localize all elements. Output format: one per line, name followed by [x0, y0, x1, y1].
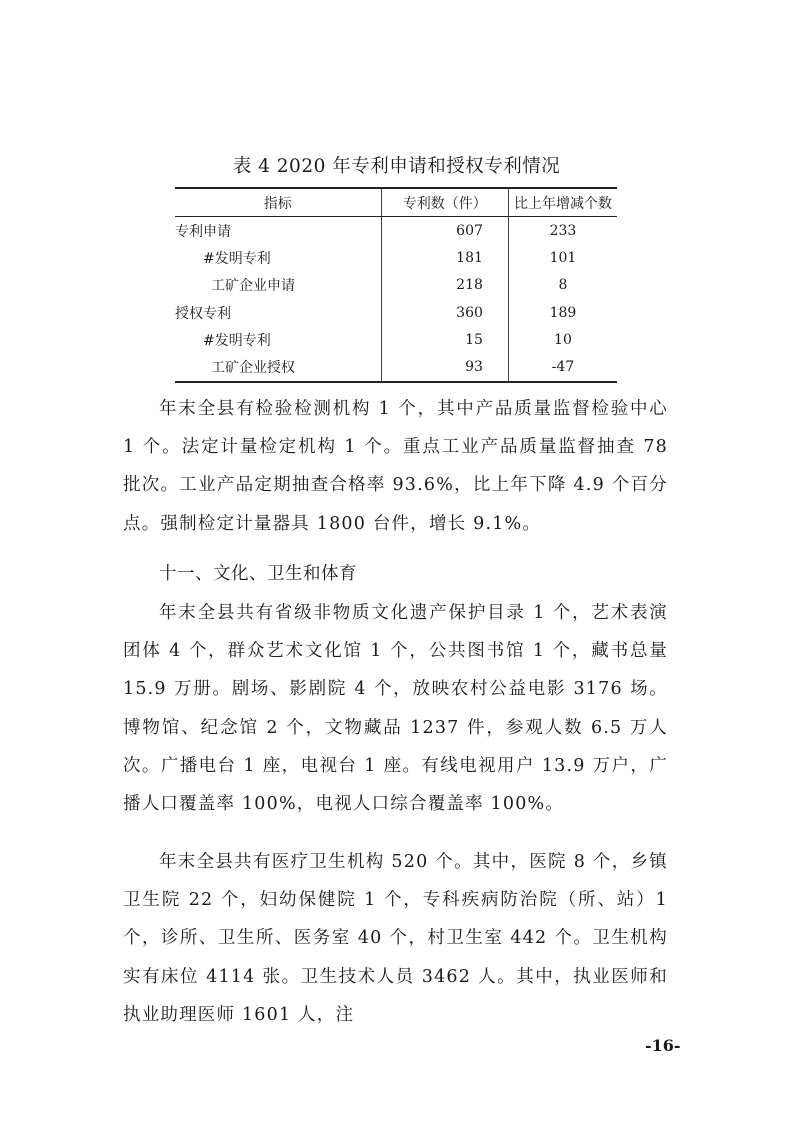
row-count: 93 — [381, 353, 508, 381]
paragraph-culture: 年末全县共有省级非物质文化遗产保护目录 1 个，艺术表演团体 4 个，群众艺术文化馆 1 个，公共图书馆 1 个，藏书总量 15.9 万册。剧场、影剧院 4 个，放映农村公益电影 3176 场。博物馆、纪念馆 2 个，文物藏品 1237 件，参观人数 6.5 万人次。广播电台 1 座，电视台 1 座。有线电视用户 13.9 万户，广播人口覆盖率 100%，电视人口综合覆盖率 100%。 — [123, 603, 668, 815]
table-row — [175, 353, 617, 381]
table-caption: 表 4 2020 年专利申请和授权专利情况 — [232, 156, 561, 177]
row-change: 101 — [508, 244, 617, 271]
row-count: 15 — [381, 326, 508, 353]
row-label: 授权专利 — [175, 305, 231, 322]
paragraph-health: 年末全县共有医疗卫生机构 520 个。其中，医院 8 个，乡镇卫生院 22 个，妇幼保健院 1 个，专科疾病防治院（所、站）1 个，诊所、卫生所、医务室 40 个，村卫生室 442 个。卫生机构实有床位 4114 张。卫生技术人员 3462 人。其中，执业医师和执业助理医师 1601 人，注 — [123, 852, 668, 1025]
table-row — [175, 217, 617, 245]
column-header-indicator: 指标 — [175, 188, 381, 217]
row-change: -47 — [508, 353, 617, 381]
row-label: 工矿企业申请 — [211, 278, 295, 295]
table-header-row — [175, 188, 617, 217]
table-row — [175, 326, 617, 353]
row-label: 工矿企业授权 — [175, 353, 381, 381]
table-row — [175, 244, 617, 271]
row-count: 360 — [381, 299, 508, 326]
section-heading: 十一、文化、卫生和体育 — [159, 564, 357, 584]
row-change: 10 — [508, 326, 617, 353]
row-change: 189 — [508, 299, 617, 326]
row-count: 607 — [381, 217, 508, 245]
table-row — [175, 272, 617, 299]
row-change: 8 — [508, 272, 617, 299]
page-number: -16- — [645, 1036, 681, 1055]
row-change: 233 — [508, 217, 617, 245]
column-header-change: 比上年增减个数 — [508, 188, 617, 217]
table-row — [175, 299, 617, 326]
patent-table — [175, 187, 617, 383]
row-count: 181 — [381, 244, 508, 271]
row-count: 218 — [381, 272, 508, 299]
row-label: #发明专利 — [203, 332, 271, 349]
column-header-count: 专利数（件） — [381, 188, 508, 217]
row-label: #发明专利 — [203, 250, 271, 267]
row-label: 专利申请 — [175, 223, 231, 240]
paragraph-quality-inspection: 年末全县有检验检测机构 1 个，其中产品质量监督检验中心 1 个。法定计量检定机构 1 个。重点工业产品质量监督抽查 78 批次。工业产品定期抽查合格率 93.6%，比上年下降 4.9 个百分点。强制检定计量器具 1800 台件，增长 9.1%。 — [123, 399, 668, 534]
